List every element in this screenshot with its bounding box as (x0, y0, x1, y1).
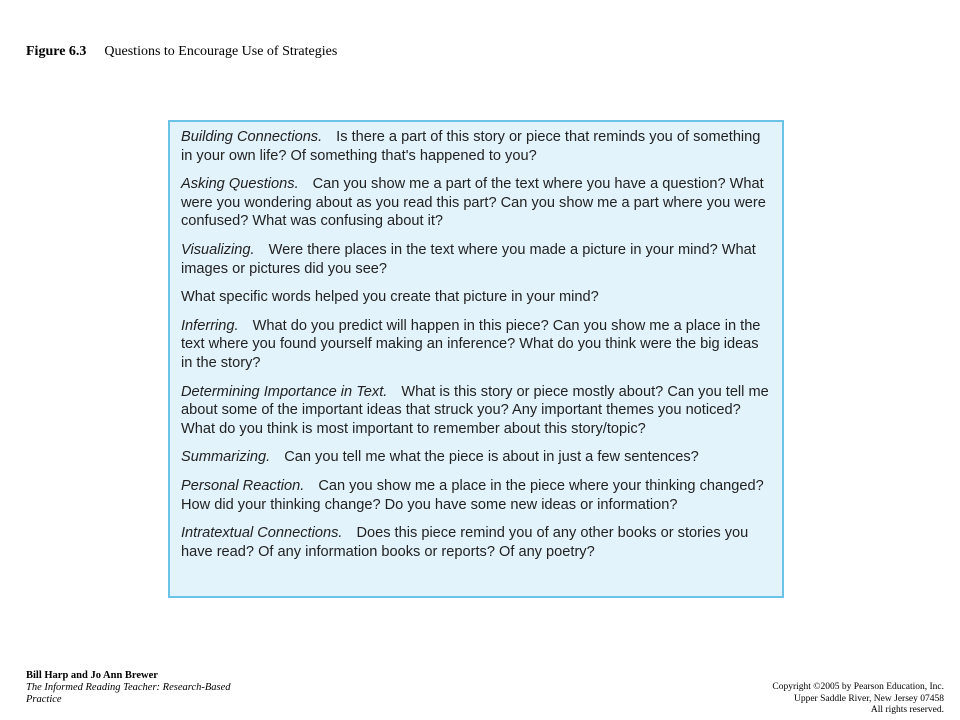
strategy-heading: Summarizing. (181, 449, 271, 466)
strategy-asking-questions (181, 175, 772, 231)
strategy-text: Can you tell me what the piece is about in just a few sentences? (284, 449, 699, 466)
strategy-visualizing-followup (181, 288, 772, 307)
publisher-line: Upper Saddle River, New Jersey 07458 (793, 693, 944, 704)
strategy-text: What specific words helped you create that picture in your mind? (181, 289, 599, 306)
footer-authors: Bill Harp and Jo Ann Brewer (26, 670, 158, 681)
footer-copyright (684, 682, 944, 717)
figure-number: Figure 6.3 (26, 44, 87, 59)
strategy-intratextual-connections (181, 524, 772, 561)
strategy-heading: Asking Questions. (181, 176, 299, 193)
strategy-text: Can you show me a place in the piece where your thinking changed? How did your thinking change? Do you have some new ideas or information? (181, 477, 764, 513)
strategy-summarizing (181, 448, 772, 467)
figure-caption: Questions to Encourage Use of Strategies (104, 44, 338, 59)
strategy-text: Is there a part of this story or piece that reminds you of something in your own life? Of something that's happened to you? (181, 129, 761, 164)
strategy-heading: Inferring. (181, 317, 239, 334)
footer-book-title: The Informed Reading Teacher: Research-Based Practice (26, 682, 231, 705)
strategy-determining-importance (181, 383, 772, 439)
strategy-heading: Intratextual Connections. (181, 525, 343, 542)
strategy-text: Can you show me a part of the text where you have a question? What were you wondering about as you read this part? Can you show me a part where you were confused? What was confusing about it? (181, 176, 766, 230)
rights-line: All rights reserved. (870, 705, 944, 715)
strategy-text: Does this piece remind you of any other books or stories you have read? Of any information books or reports? Of any poetry? (181, 525, 749, 560)
strategy-questions-box (168, 120, 784, 598)
strategy-personal-reaction (181, 477, 772, 514)
strategy-text: What do you predict will happen in this piece? Can you show me a place in the text where you found yourself making an inference? What do you think were the big ideas in the story? (181, 317, 761, 371)
strategy-building-connections (181, 128, 772, 165)
figure-title (26, 44, 337, 60)
strategy-inferring (181, 317, 772, 373)
footer-citation (26, 670, 256, 706)
strategy-heading: Building Connections. (181, 129, 323, 145)
strategy-heading: Visualizing. (181, 241, 255, 258)
strategy-text: What is this story or piece mostly about? Can you tell me about some of the important ideas that struck you? Any important themes you noticed? What do you think is most important to remember about this story/topic? (181, 383, 769, 437)
strategy-heading: Determining Importance in Text. (181, 383, 388, 400)
strategy-heading: Personal Reaction. (181, 477, 305, 494)
strategy-text: Were there places in the text where you made a picture in your mind? What images or pictures did you see? (181, 241, 756, 277)
copyright-line: Copyright ©2005 by Pearson Education, Inc. (772, 682, 944, 692)
strategy-visualizing (181, 241, 772, 278)
